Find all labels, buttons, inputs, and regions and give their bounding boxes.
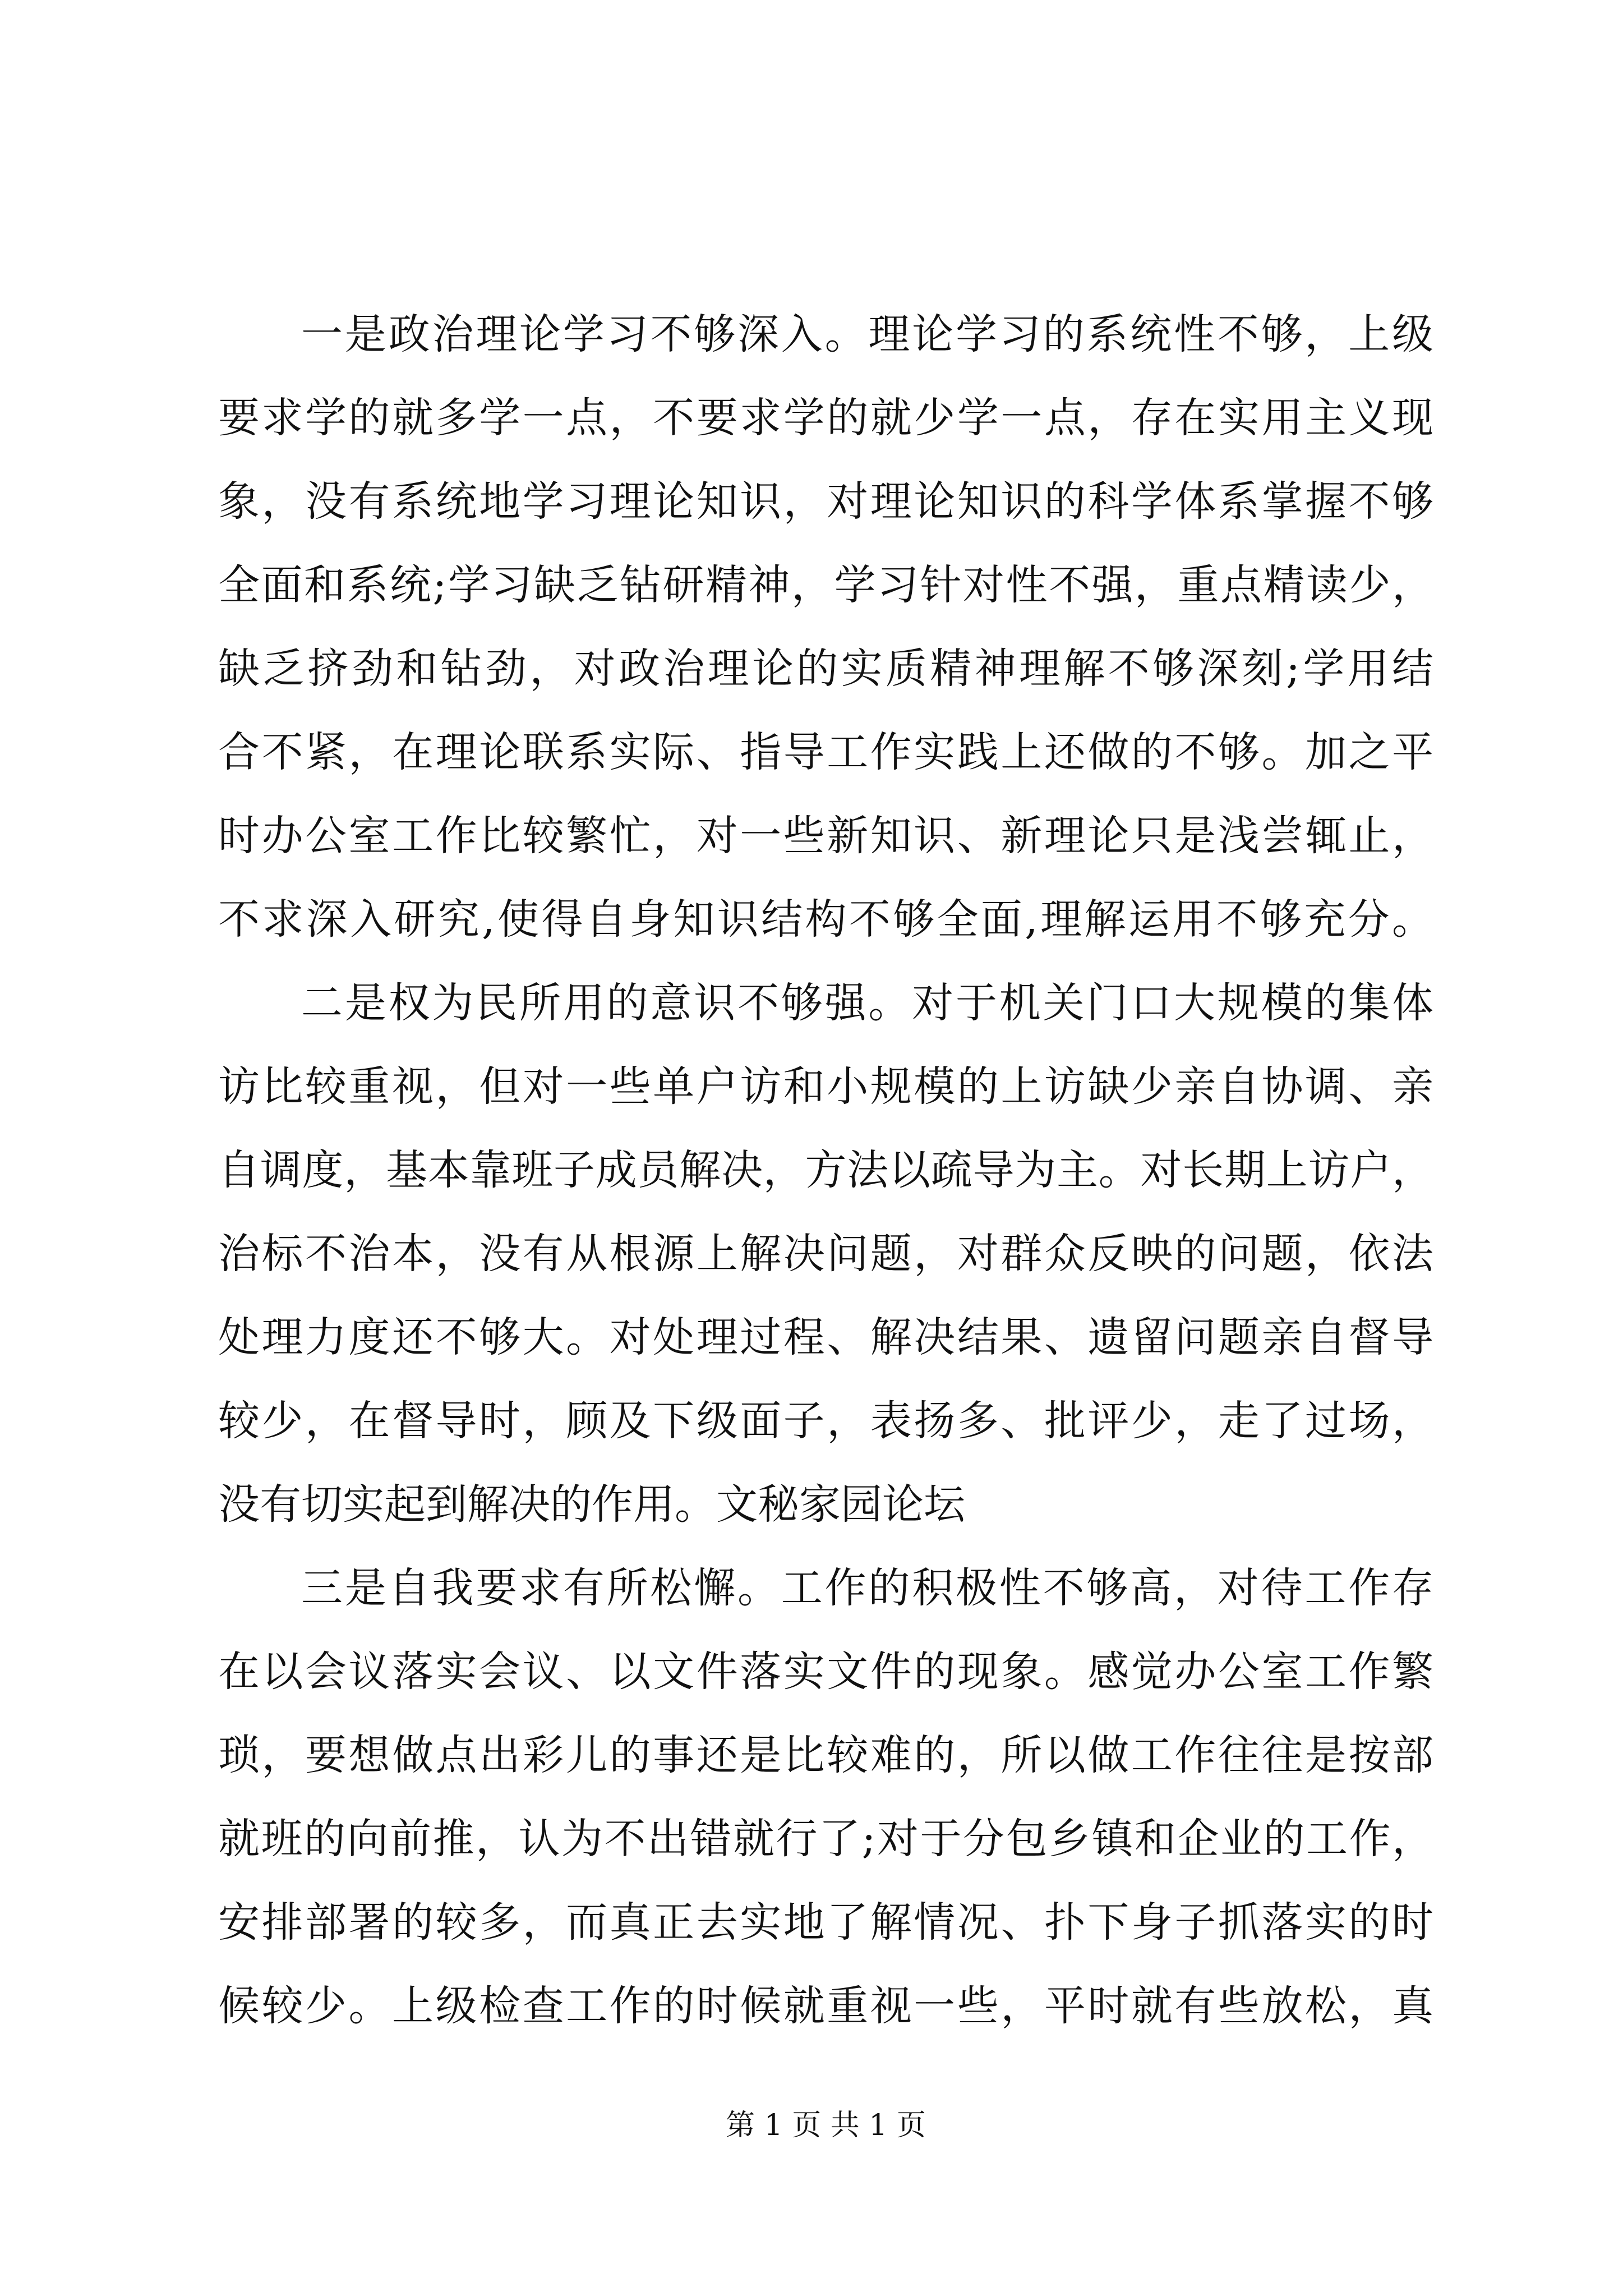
text-line: 处理力度还不够大。对处理过程、解决结果、遗留问题亲自督导 <box>218 1313 1433 1361</box>
paragraph-self-discipline <box>218 1547 1433 2048</box>
text-line: 三是自我要求有所松懈。工作的积极性不够高，对待工作存 <box>301 1564 1433 1612</box>
text-line: 访比较重视，但对一些单户访和小规模的上访缺少亲自协调、亲 <box>218 1062 1433 1111</box>
text-line: 缺乏挤劲和钻劲，对政治理论的实质精神理解不够深刻;学用结 <box>218 645 1433 693</box>
text-line: 安排部署的较多，而真正去实地了解情况、扑下身子抓落实的时 <box>218 1898 1433 1947</box>
text-line: 没有切实起到解决的作用。文秘家园论坛 <box>218 1480 965 1529</box>
text-line: 候较少。上级检查工作的时候就重视一些，平时就有些放松，真 <box>218 1982 1433 2030</box>
text-line: 自调度，基本靠班子成员解决，方法以疏导为主。对长期上访户， <box>218 1146 1433 1194</box>
text-line: 在以会议落实会议、以文件落实文件的现象。感觉办公室工作繁 <box>218 1648 1433 1696</box>
text-line: 合不紧，在理论联系实际、指导工作实践上还做的不够。加之平 <box>218 728 1433 776</box>
text-line: 琐，要想做点出彩儿的事还是比较难的，所以做工作往往是按部 <box>218 1731 1433 1779</box>
text-line: 要求学的就多学一点，不要求学的就少学一点，存在实用主义现 <box>218 394 1433 442</box>
page-number-footer: 第 1 页 共 1 页 <box>726 2109 926 2142</box>
text-line: 全面和系统;学习缺乏钻研精神，学习针对性不强，重点精读少， <box>218 561 1433 609</box>
paragraph-serving-people <box>218 961 1433 1547</box>
text-line: 一是政治理论学习不够深入。理论学习的系统性不够，上级 <box>301 310 1433 358</box>
text-line: 较少，在督导时，顾及下级面子，表扬多、批评少，走了过场， <box>218 1397 1433 1445</box>
text-line: 二是权为民所用的意识不够强。对于机关门口大规模的集体 <box>301 979 1433 1027</box>
paragraph-political-theory <box>218 293 1433 961</box>
text-line: 不求深入研究,使得自身知识结构不够全面,理解运用不够充分。 <box>218 895 1433 944</box>
document-body <box>218 293 1433 2048</box>
text-line: 象，没有系统地学习理论知识，对理论知识的科学体系掌握不够 <box>218 477 1433 526</box>
text-line: 治标不治本，没有从根源上解决问题，对群众反映的问题，依法 <box>218 1230 1433 1278</box>
text-line: 时办公室工作比较繁忙，对一些新知识、新理论只是浅尝辄止， <box>218 812 1433 860</box>
text-line: 就班的向前推，认为不出错就行了;对于分包乡镇和企业的工作， <box>218 1815 1433 1863</box>
